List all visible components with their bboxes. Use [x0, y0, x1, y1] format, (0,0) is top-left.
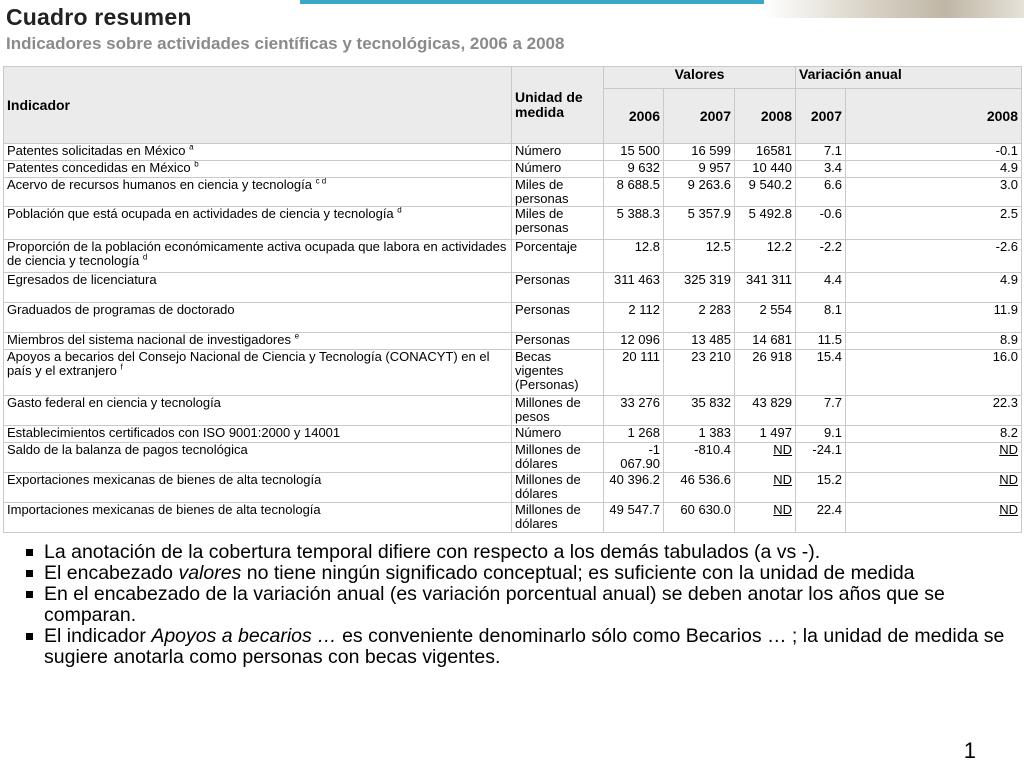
cell-v2007: -810.4: [664, 443, 735, 473]
table-row: [4, 333, 1022, 350]
cell-v2008: 26 918: [735, 350, 796, 396]
cell-v2006: 2 112: [604, 303, 664, 333]
summary-table: [3, 66, 1022, 533]
cell-unidad: Número: [512, 144, 604, 161]
cell-unidad: Millones de dólares: [512, 443, 604, 473]
cell-v2006: 5 388.3: [604, 207, 664, 240]
cell-var2008: 2.5: [846, 207, 1022, 240]
cell-indicador: Patentes solicitadas en México $^a$: [4, 144, 512, 161]
table-row: [4, 273, 1022, 303]
cell-v2007: 35 832: [664, 396, 735, 426]
cell-indicador: Acervo de recursos humanos en ciencia y tecnología $^{c d}$: [4, 178, 512, 207]
cell-v2006: 311 463: [604, 273, 664, 303]
cell-var2008: -0.1: [846, 144, 1022, 161]
cell-var2007: 6.6: [796, 178, 846, 207]
cell-var2007: 3.4: [796, 161, 846, 178]
cell-v2006: 49 547.7: [604, 503, 664, 533]
cell-var2008: 4.9: [846, 161, 1022, 178]
cell-v2007: 46 536.6: [664, 473, 735, 503]
cell-unidad: Porcentaje: [512, 240, 604, 273]
cell-unidad: Personas: [512, 273, 604, 303]
cell-v2008[interactable]: ND: [735, 473, 796, 503]
footnote-mark: d: [142, 252, 148, 262]
cell-indicador: Apoyos a becarios del Consejo Nacional de Ciencia y Tecnología (CONACYT) en el país y el extranjero $^f$: [4, 350, 512, 396]
cell-v2007: 1 383: [664, 426, 735, 443]
cell-var2008: 3.0: [846, 178, 1022, 207]
cell-v2006: 12 096: [604, 333, 664, 350]
cell-indicador: Importaciones mexicanas de bienes de alta tecnología: [4, 503, 512, 533]
table-row: [4, 443, 1022, 473]
table-row: [4, 473, 1022, 503]
bullet-square-icon: [26, 549, 33, 556]
cell-v2006: 40 396.2: [604, 473, 664, 503]
notes-list: [24, 542, 1014, 668]
cell-var2008[interactable]: ND: [846, 503, 1022, 533]
cell-unidad: Miles de personas: [512, 178, 604, 207]
note-item: El indicador Apoyos a becarios … es conveniente denominarlo sólo como Becarios … ; la unidad de medida se sugiere anotarla como personas con becas vigentes.: [24, 626, 1014, 668]
cell-indicador: Población que está ocupada en actividades de ciencia y tecnología $^d$: [4, 207, 512, 240]
table-row: [4, 350, 1022, 396]
cell-indicador: Graduados de programas de doctorado: [4, 303, 512, 333]
header-year: 2007: [796, 89, 846, 144]
cell-v2007: 325 319: [664, 273, 735, 303]
cell-var2008: 16.0: [846, 350, 1022, 396]
cell-var2008: 8.9: [846, 333, 1022, 350]
cell-var2008[interactable]: ND: [846, 473, 1022, 503]
cell-unidad: Millones de dólares: [512, 503, 604, 533]
cell-unidad: Personas: [512, 333, 604, 350]
cell-indicador: Patentes concedidas en México $^b$: [4, 161, 512, 178]
footnote-mark: b: [194, 160, 199, 169]
table-row: [4, 207, 1022, 240]
cell-v2006: 1 268: [604, 426, 664, 443]
cell-v2008: 341 311: [735, 273, 796, 303]
table-row: [4, 426, 1022, 443]
cell-var2007: 15.4: [796, 350, 846, 396]
cell-var2007: 15.2: [796, 473, 846, 503]
footnote-mark: e: [294, 332, 300, 341]
table-row: [4, 144, 1022, 161]
cell-var2007: 11.5: [796, 333, 846, 350]
note-item: En el encabezado de la variación anual (es variación porcentual anual) se deben anotar los años que se comparan.: [24, 584, 1014, 626]
bullet-square-icon: [26, 570, 33, 577]
cell-v2008: 5 492.8: [735, 207, 796, 240]
header-year: 2008: [735, 89, 796, 144]
cell-v2006: 9 632: [604, 161, 664, 178]
footnote-mark: d: [397, 206, 402, 215]
bullet-square-icon: [26, 633, 33, 640]
header-variacion: Variación anual: [796, 67, 1022, 89]
page-number: 1: [963, 738, 976, 763]
cell-v2008: 14 681: [735, 333, 796, 350]
cell-v2007: 12.5: [664, 240, 735, 273]
table-row: [4, 240, 1022, 273]
cell-var2007: 9.1: [796, 426, 846, 443]
cell-v2008: 16581: [735, 144, 796, 161]
cell-var2008: 4.9: [846, 273, 1022, 303]
cell-v2008: 12.2: [735, 240, 796, 273]
cell-var2007: -0.6: [796, 207, 846, 240]
header-decoration-image: [764, 0, 1024, 18]
cell-unidad: Personas: [512, 303, 604, 333]
table-row: [4, 303, 1022, 333]
cell-var2007: 22.4: [796, 503, 846, 533]
cell-v2006: 33 276: [604, 396, 664, 426]
cell-unidad: Millones de pesos: [512, 396, 604, 426]
cell-var2007: 7.7: [796, 396, 846, 426]
page-title: Cuadro resumen: [6, 4, 192, 30]
table-row: [4, 396, 1022, 426]
cell-var2007: 8.1: [796, 303, 846, 333]
cell-indicador: Proporción de la población económicamente activa ocupada que labora en actividades de ciencia y tecnología $^d$: [4, 240, 512, 273]
cell-v2007: 60 630.0: [664, 503, 735, 533]
cell-v2006: 8 688.5: [604, 178, 664, 207]
header-year: 2006: [604, 89, 664, 144]
cell-v2007: 23 210: [664, 350, 735, 396]
cell-var2007: 4.4: [796, 273, 846, 303]
cell-v2008: 1 497: [735, 426, 796, 443]
cell-var2008: 11.9: [846, 303, 1022, 333]
cell-v2008: 9 540.2: [735, 178, 796, 207]
cell-v2008[interactable]: ND: [735, 503, 796, 533]
footnote-mark: a: [189, 143, 194, 152]
table-body: [4, 144, 1022, 533]
header-year: 2008: [846, 89, 1022, 144]
cell-var2008: 8.2: [846, 426, 1022, 443]
cell-v2008: 10 440: [735, 161, 796, 178]
cell-indicador: Gasto federal en ciencia y tecnología: [4, 396, 512, 426]
cell-v2006: 12.8: [604, 240, 664, 273]
cell-var2007: -24.1: [796, 443, 846, 473]
cell-v2007: 5 357.9: [664, 207, 735, 240]
cell-indicador: Miembros del sistema nacional de investigadores $^e$: [4, 333, 512, 350]
footnote-mark: f: [120, 362, 123, 372]
cell-v2008: 2 554: [735, 303, 796, 333]
note-item: El encabezado valores no tiene ningún significado conceptual; es suficiente con la unidad de medida: [24, 563, 1014, 584]
cell-unidad: Miles de personas: [512, 207, 604, 240]
cell-v2007: 9 263.6: [664, 178, 735, 207]
header-valores: Valores: [604, 67, 796, 89]
cell-v2007: 13 485: [664, 333, 735, 350]
bullet-square-icon: [26, 591, 33, 598]
table-row: [4, 178, 1022, 207]
note-item: La anotación de la cobertura temporal difiere con respecto a los demás tabulados (a vs -).: [24, 542, 1014, 563]
cell-indicador: Establecimientos certificados con ISO 9001:2000 y 14001: [4, 426, 512, 443]
cell-unidad: Becas vigentes (Personas): [512, 350, 604, 396]
cell-v2007: 2 283: [664, 303, 735, 333]
cell-var2008: 22.3: [846, 396, 1022, 426]
header-year: 2007: [664, 89, 735, 144]
cell-unidad: Número: [512, 161, 604, 178]
cell-var2007: 7.1: [796, 144, 846, 161]
cell-v2006: 15 500: [604, 144, 664, 161]
table-row: [4, 503, 1022, 533]
cell-v2008: 43 829: [735, 396, 796, 426]
table-row: [4, 161, 1022, 178]
cell-v2007: 9 957: [664, 161, 735, 178]
header-indicador: Indicador: [4, 67, 512, 144]
cell-indicador: Saldo de la balanza de pagos tecnológica: [4, 443, 512, 473]
cell-unidad: Millones de dólares: [512, 473, 604, 503]
cell-var2008: -2.6: [846, 240, 1022, 273]
page-subtitle: Indicadores sobre actividades científicas y tecnológicas, 2006 a 2008: [6, 34, 565, 53]
cell-indicador: Exportaciones mexicanas de bienes de alta tecnología: [4, 473, 512, 503]
cell-v2006: 20 111: [604, 350, 664, 396]
cell-var2007: -2.2: [796, 240, 846, 273]
cell-indicador: Egresados de licenciatura: [4, 273, 512, 303]
cell-v2007: 16 599: [664, 144, 735, 161]
cell-unidad: Número: [512, 426, 604, 443]
cell-v2008[interactable]: ND: [735, 443, 796, 473]
footnote-mark: c d: [315, 177, 327, 186]
header-unidad: Unidad de medida: [512, 67, 604, 144]
cell-var2008[interactable]: ND: [846, 443, 1022, 473]
cell-v2006: -1 067.90: [604, 443, 664, 473]
